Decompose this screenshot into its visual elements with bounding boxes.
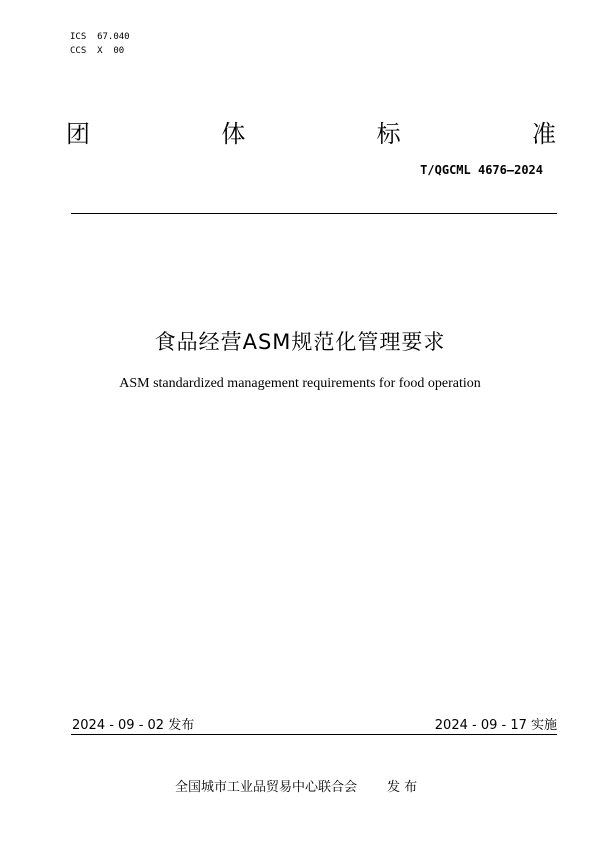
standard-type-heading <box>66 114 556 149</box>
title-english: ASM standardized management requirements for food operation <box>119 376 481 391</box>
ics-code: ICS 67.040 <box>70 32 130 42</box>
standard-type-char: 标 <box>376 120 401 148</box>
standard-type-char: 团 <box>66 120 90 148</box>
issuer-name: 全国城市工业品贸易中心联合会 <box>175 780 358 795</box>
ccs-code: CCS X 00 <box>70 46 125 56</box>
title-chinese: 食品经营ASM规范化管理要求 <box>154 330 446 354</box>
standard-number: T/QGCML 4676—2024 <box>420 163 543 177</box>
issuer-line <box>175 776 417 795</box>
footer-divider <box>71 734 557 735</box>
standard-type-char: 体 <box>221 120 246 148</box>
issuer-suffix: 发 布 <box>387 780 418 795</box>
header-divider <box>71 213 557 214</box>
classification-codes <box>70 30 130 58</box>
standard-type-char: 准 <box>531 120 556 148</box>
publish-date: 2024 - 09 - 02 发布 <box>72 718 195 733</box>
implement-date: 2024 - 09 - 17 实施 <box>434 718 557 733</box>
